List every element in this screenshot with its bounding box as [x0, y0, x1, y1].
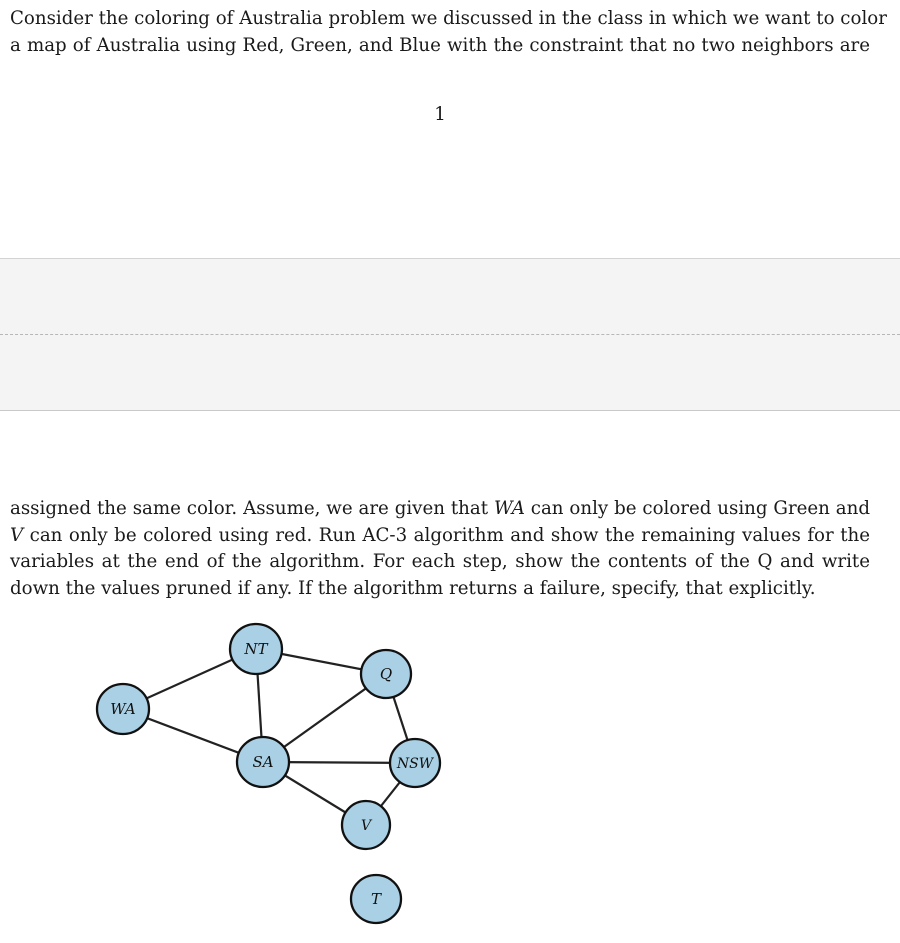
- variable-v: V: [10, 524, 24, 546]
- node-label-q: Q: [379, 665, 393, 683]
- problem-line-2-text: can only be colored using red. Run AC-3 algorithm and show the remaining values for the: [23, 524, 870, 546]
- intro-line-2: a map of Australia using Red, Green, and Blue with the constraint that no two neighbors are: [10, 34, 870, 56]
- problem-line-3: variables at the end of the algorithm. For each step, show the contents of the Q and write: [10, 551, 870, 573]
- node-label-t: T: [370, 890, 382, 908]
- graph-nodes: [97, 624, 440, 923]
- node-label-wa: WA: [110, 700, 136, 718]
- problem-line-4: down the values pruned if any. If the algorithm returns a failure, specify, that explicitly.: [10, 577, 816, 599]
- node-q: [361, 650, 411, 698]
- page-number: 1: [434, 104, 446, 125]
- node-label-nt: NT: [244, 640, 268, 658]
- variable-wa: WA: [493, 498, 525, 519]
- node-wa: [97, 684, 149, 734]
- problem-line-1-text-a: assigned the same color. Assume, we are given that: [10, 498, 494, 519]
- node-t: [351, 875, 401, 923]
- node-nt: [230, 624, 282, 674]
- node-sa: [237, 737, 289, 787]
- node-label-nsw: NSW: [396, 756, 434, 772]
- intro-line-1: Consider the coloring of Australia problem we discussed in the class in which we want to color: [10, 8, 887, 29]
- node-label-sa: SA: [252, 753, 274, 771]
- node-v: [342, 801, 390, 849]
- problem-line-1-text-b: can only be colored using Green and: [524, 498, 870, 519]
- node-label-v: V: [360, 818, 372, 834]
- node-nsw: [390, 739, 440, 787]
